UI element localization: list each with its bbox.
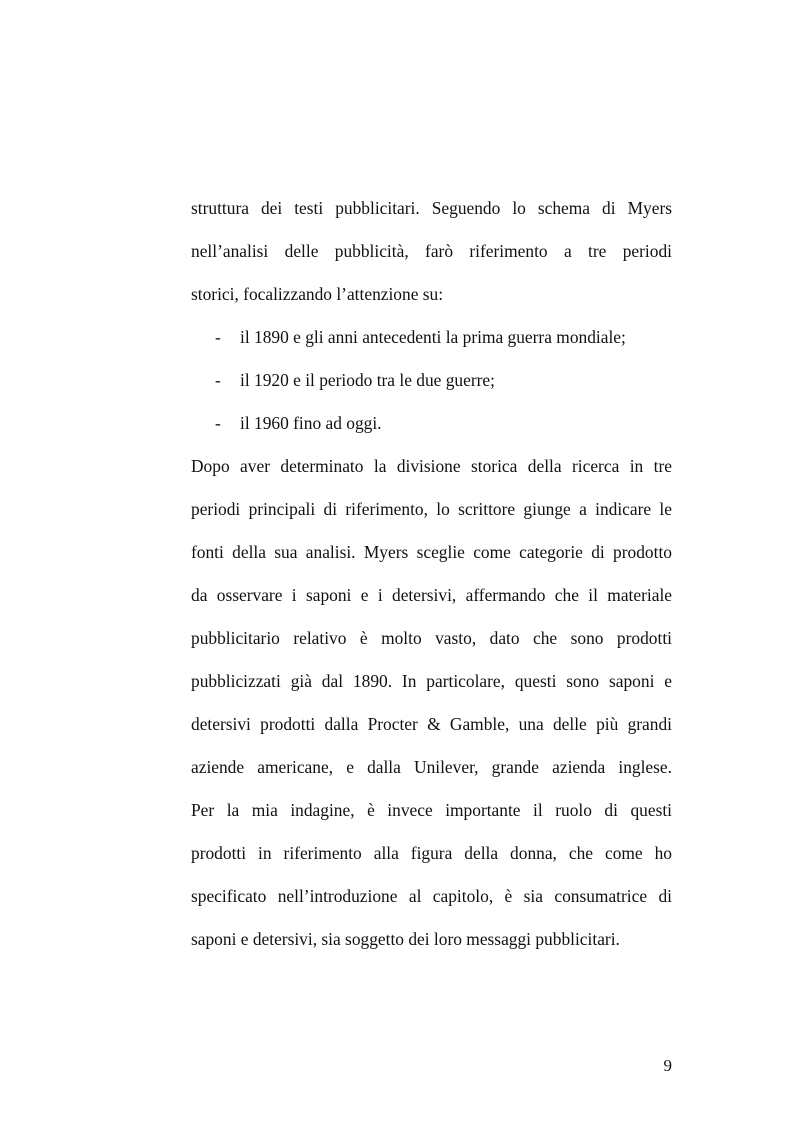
body-text <box>191 187 672 961</box>
list-marker: - <box>215 327 221 347</box>
list-item-text: il 1960 fino ad oggi. <box>240 413 382 433</box>
list-item-text: il 1920 e il periodo tra le due guerre; <box>240 370 495 390</box>
text-line: fonti della sua analisi. Myers sceglie come categorie di prodotto <box>191 542 672 562</box>
text-line: Dopo aver determinato la divisione storica della ricerca in tre <box>191 456 672 476</box>
text-line: da osservare i saponi e i detersivi, affermando che il materiale <box>191 585 672 605</box>
list-item <box>191 359 672 402</box>
text-line: struttura dei testi pubblicitari. Seguendo lo schema di Myers <box>191 198 672 218</box>
list-marker: - <box>215 370 221 390</box>
text-line: pubblicitario relativo è molto vasto, dato che sono prodotti <box>191 628 672 648</box>
list-item <box>191 316 672 359</box>
text-line: detersivi prodotti dalla Procter & Gamble, una delle più grandi <box>191 714 672 734</box>
text-line: pubblicizzati già dal 1890. In particolare, questi sono saponi e <box>191 671 672 691</box>
text-line: periodi principali di riferimento, lo scrittore giunge a indicare le <box>191 499 672 519</box>
main-paragraph <box>191 445 672 961</box>
list-item-text: il 1890 e gli anni antecedenti la prima guerra mondiale; <box>240 327 626 347</box>
text-line: Per la mia indagine, è invece importante il ruolo di questi <box>191 800 672 820</box>
text-line: nell’analisi delle pubblicità, farò riferimento a tre periodi <box>191 241 672 261</box>
text-line: prodotti in riferimento alla figura della donna, che come ho <box>191 843 672 863</box>
page-number: 9 <box>663 1056 672 1075</box>
text-line: aziende americane, e dalla Unilever, grande azienda inglese. <box>191 757 672 777</box>
text-line: saponi e detersivi, sia soggetto dei loro messaggi pubblicitari. <box>191 929 620 949</box>
intro-paragraph <box>191 187 672 316</box>
text-line: storici, focalizzando l’attenzione su: <box>191 284 444 304</box>
list-marker: - <box>215 413 221 433</box>
period-list <box>191 316 672 445</box>
list-item <box>191 402 672 445</box>
text-line: specificato nell’introduzione al capitolo, è sia consumatrice di <box>191 886 672 906</box>
